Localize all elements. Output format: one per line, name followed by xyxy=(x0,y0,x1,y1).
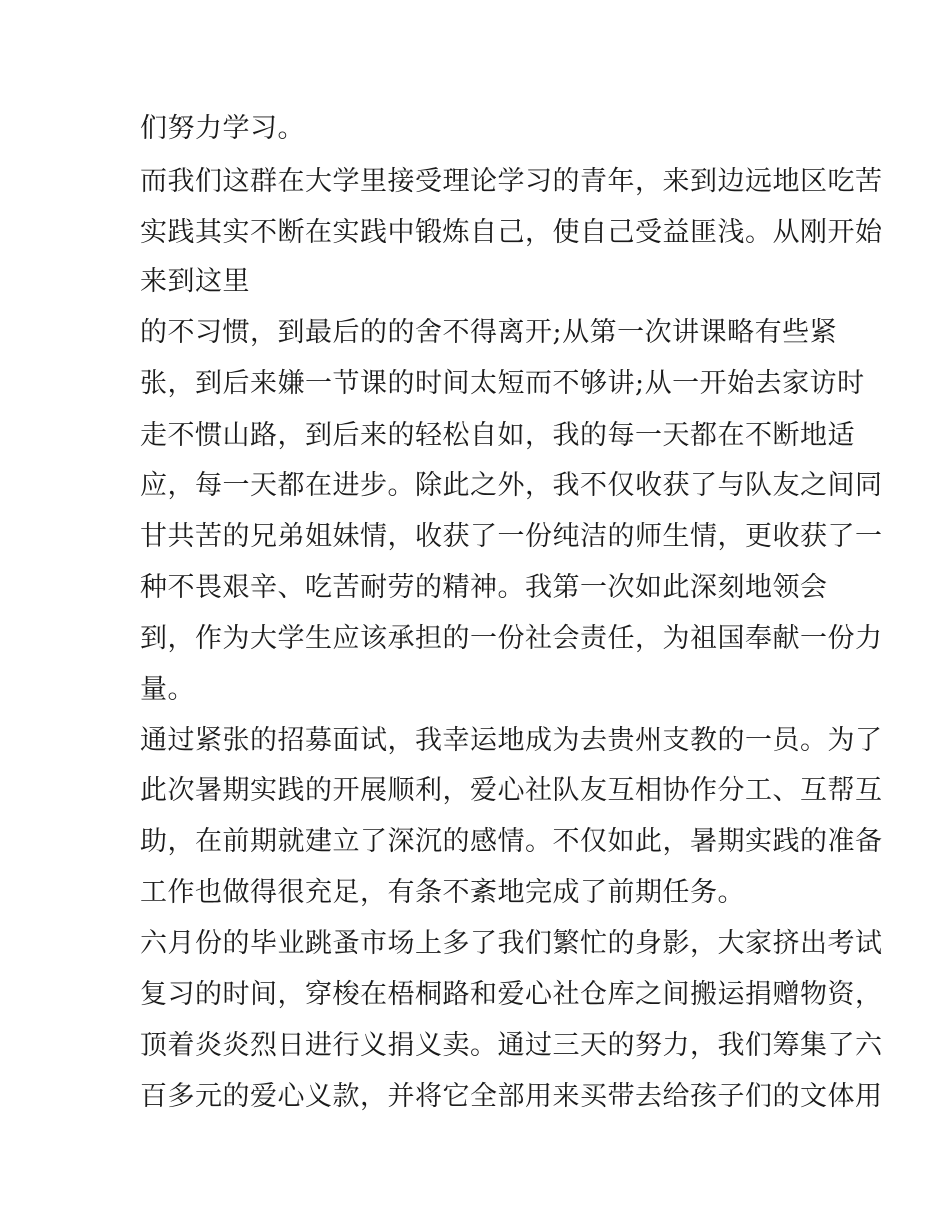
text-line: 百多元的爱心义款，并将它全部用来买带去给孩子们的文体用 xyxy=(140,1081,883,1112)
text-line: 工作也做得很充足，有条不紊地完成了前期任务。 xyxy=(140,877,745,908)
text-line: 到，作为大学生应该承担的一份社会责任，为祖国奉献一份力 xyxy=(140,623,883,654)
text-line: 量。 xyxy=(140,674,195,705)
text-line: 种不畏艰辛、吃苦耐劳的精神。我第一次如此深刻地领会 xyxy=(140,572,828,603)
text-line: 张，到后来嫌一节课的时间太短而不够讲;从一开始去家访时 xyxy=(140,368,865,399)
text-line: 通过紧张的招募面试，我幸运地成为去贵州支教的一员。为了 xyxy=(140,725,883,756)
text-line: 复习的时间，穿梭在梧桐路和爱心社仓库之间搬运捐赠物资， xyxy=(140,979,883,1010)
text-line: 来到这里 xyxy=(140,266,250,297)
text-line: 甘共苦的兄弟姐妹情，收获了一份纯洁的师生情，更收获了一 xyxy=(140,521,883,552)
text-line: 六月份的毕业跳蚤市场上多了我们繁忙的身影，大家挤出考试 xyxy=(140,928,883,959)
text-line: 此次暑期实践的开展顺利，爱心社队友互相协作分工、互帮互 xyxy=(140,775,883,806)
text-line: 实践其实不断在实践中锻炼自己，使自己受益匪浅。从刚开始 xyxy=(140,217,883,248)
text-line: 应，每一天都在进步。除此之外，我不仅收获了与队友之间同 xyxy=(140,470,883,501)
text-line: 助，在前期就建立了深沉的感情。不仅如此，暑期实践的准备 xyxy=(140,826,883,857)
text-line: 顶着炎炎烈日进行义捐义卖。通过三天的努力，我们筹集了六 xyxy=(140,1030,883,1061)
text-line: 而我们这群在大学里接受理论学习的青年，来到边远地区吃苦 xyxy=(140,166,883,197)
text-line: 们努力学习。 xyxy=(140,113,305,144)
text-line: 的不习惯，到最后的的舍不得离开;从第一次讲课略有些紧 xyxy=(140,317,838,348)
text-line: 走不惯山路，到后来的轻松自如，我的每一天都在不断地适 xyxy=(140,420,855,451)
